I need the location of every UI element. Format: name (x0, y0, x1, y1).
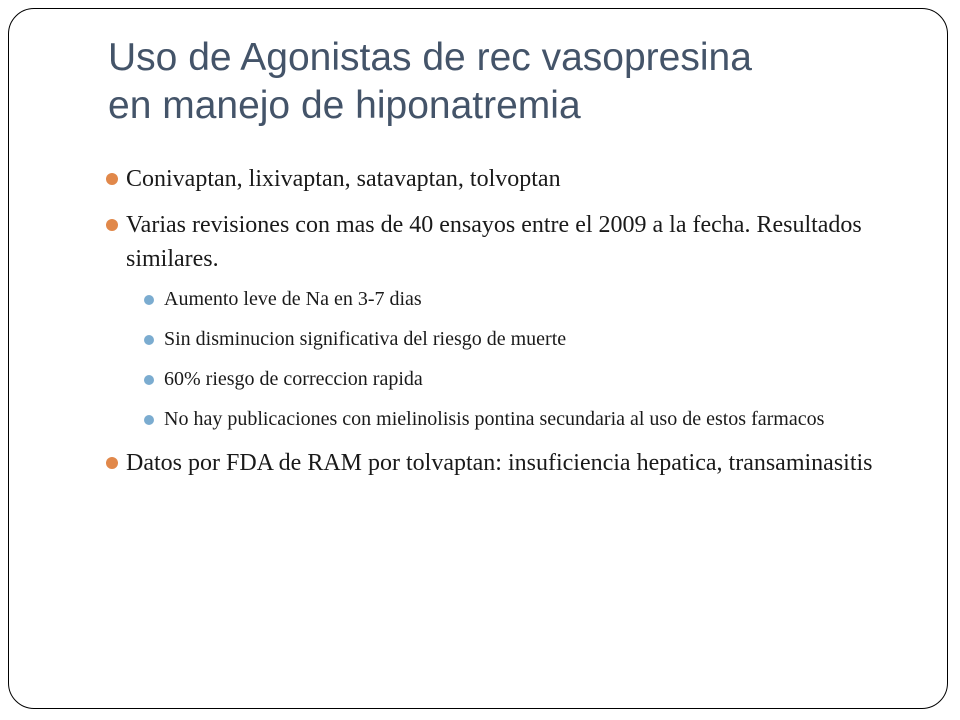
slide-title (108, 34, 908, 130)
orange-bullet-icon (106, 219, 118, 231)
sub-bullet-item (144, 325, 904, 354)
slide-content (104, 162, 904, 492)
blue-bullet-icon (144, 375, 154, 385)
blue-bullet-icon (144, 415, 154, 425)
sub-bullet-item (144, 285, 904, 314)
bullet-item (104, 208, 904, 434)
bullet-text: Datos por FDA de RAM por tolvaptan: insuficiencia hepatica, transaminasitis (126, 450, 873, 476)
sub-bullet-text: Aumento leve de Na en 3-7 dias (164, 288, 422, 310)
sub-bullet-list (126, 285, 904, 434)
sub-bullet-item (144, 365, 904, 394)
bullet-item (104, 162, 904, 196)
sub-bullet-text: Sin disminucion significativa del riesgo de muerte (164, 328, 567, 350)
bullet-text: Conivaptan, lixivaptan, satavaptan, tolvoptan (126, 166, 561, 192)
orange-bullet-icon (106, 457, 118, 469)
sub-bullet-item (144, 405, 904, 434)
slide-title-line-2: en manejo de hiponatremia (108, 84, 581, 127)
blue-bullet-icon (144, 295, 154, 305)
bullet-list (104, 162, 904, 480)
bullet-item (104, 446, 904, 480)
blue-bullet-icon (144, 335, 154, 345)
orange-bullet-icon (106, 173, 118, 185)
slide-title-line-1: Uso de Agonistas de rec vasopresina (108, 36, 752, 79)
sub-bullet-text: 60% riesgo de correccion rapida (164, 368, 423, 390)
sub-bullet-text: No hay publicaciones con mielinolisis pontina secundaria al uso de estos farmacos (164, 408, 825, 430)
bullet-text: Varias revisiones con mas de 40 ensayos entre el 2009 a la fecha. Resultados similares. (126, 212, 862, 272)
